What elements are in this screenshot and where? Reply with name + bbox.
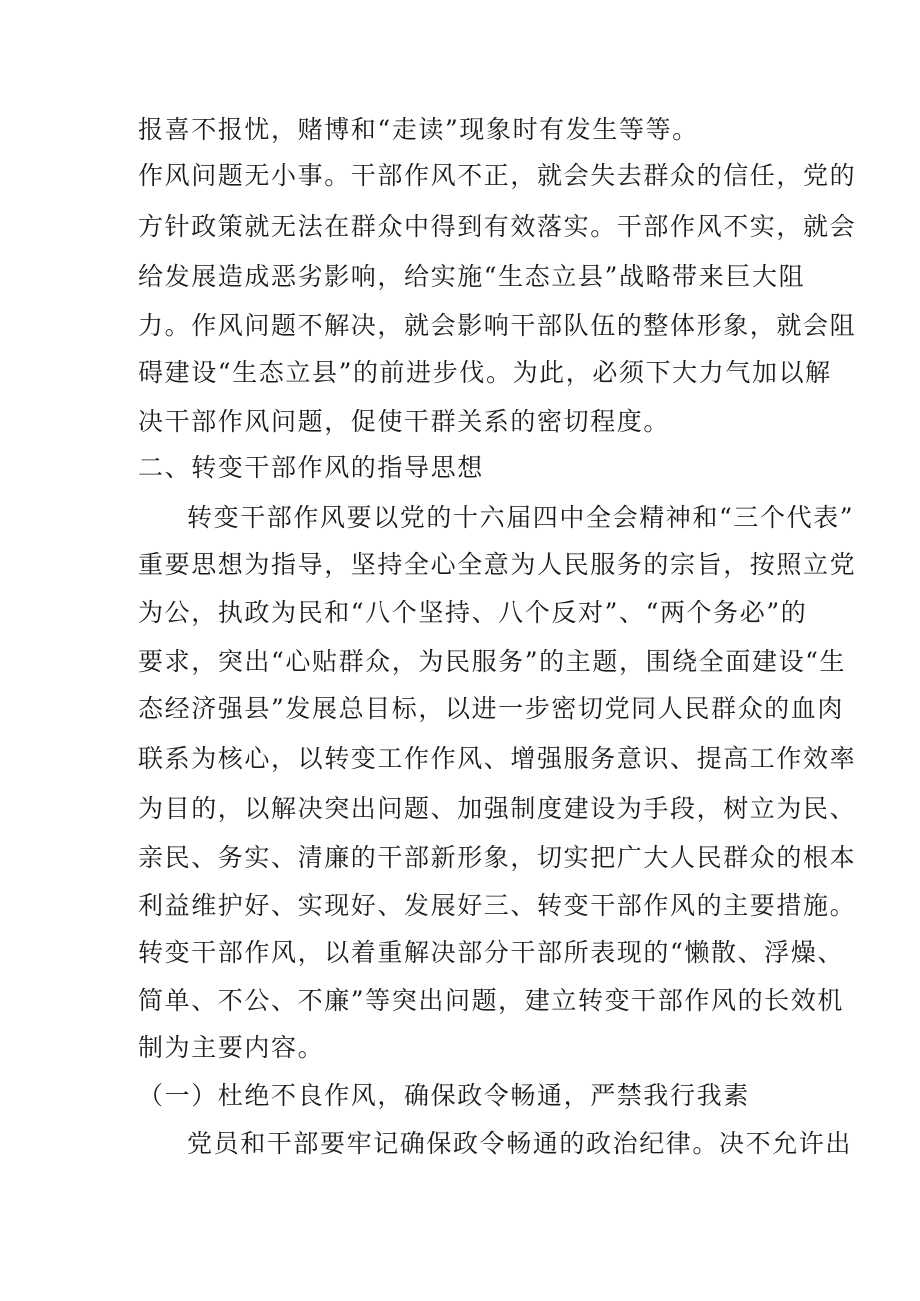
text-line: 决干部作风问题，促使干群关系的密切程度。 — [138, 407, 671, 436]
text-line: 作风问题无小事。干部作风不正，就会失去群众的信任，党的 — [138, 161, 857, 190]
text-line: 为目的，以解决突出问题、加强制度建设为手段，树立为民、 — [138, 794, 857, 823]
text-line: 给发展造成恶劣影响，给实施“生态立县”战略带来巨大阻 — [138, 262, 806, 291]
text-line: 报喜不报忧，赌博和“走读”现象时有发生等等。 — [138, 115, 699, 144]
text-line: 力。作风问题不解决，就会影响干部队伍的整体形象，就会阻 — [138, 311, 857, 340]
paragraph-first-line: 党员和干部要牢记确保政令畅通的政治纪律。决不允许出 — [187, 1129, 853, 1158]
text-line: 利益维护好、实现好、发展好三、转变干部作风的主要措施。 — [138, 891, 857, 920]
text-line: 转变干部作风，以着重解决部分干部所表现的“懒散、浮燥、 — [138, 938, 844, 967]
text-line: 重要思想为指导，坚持全心全意为人民服务的宗旨，按照立党 — [138, 550, 857, 579]
text-line: 态经济强县”发展总目标，以进一步密切党同人民群众的血肉 — [138, 694, 844, 723]
subsection-heading: （一）杜绝不良作风，确保政令畅通，严禁我行我素 — [138, 1081, 750, 1110]
text-line: 制为主要内容。 — [138, 1033, 325, 1062]
paragraph-first-line: 转变干部作风要以党的十六届四中全会精神和“三个代表” — [187, 503, 855, 532]
text-line: 亲民、务实、清廉的干部新形象，切实把广大人民群众的根本 — [138, 843, 857, 872]
text-line: 要求，突出“心贴群众，为民服务”的主题，围绕全面建设“生 — [138, 647, 847, 676]
text-line: 方针政策就无法在群众中得到有效落实。干部作风不实，就会 — [138, 212, 857, 241]
text-line: 为公，执政为民和“八个坚持、八个反对”、“两个务必”的 — [138, 598, 808, 627]
text-line: 碍建设“生态立县”的前进步伐。为此，必须下大力气加以解 — [138, 358, 832, 387]
text-line: 简单、不公、不廉”等突出问题，建立转变干部作风的长效机 — [138, 986, 844, 1015]
section-heading: 二、转变干部作风的指导思想 — [138, 453, 484, 482]
text-line: 联系为核心，以转变工作作风、增强服务意识、提高工作效率 — [138, 744, 857, 773]
